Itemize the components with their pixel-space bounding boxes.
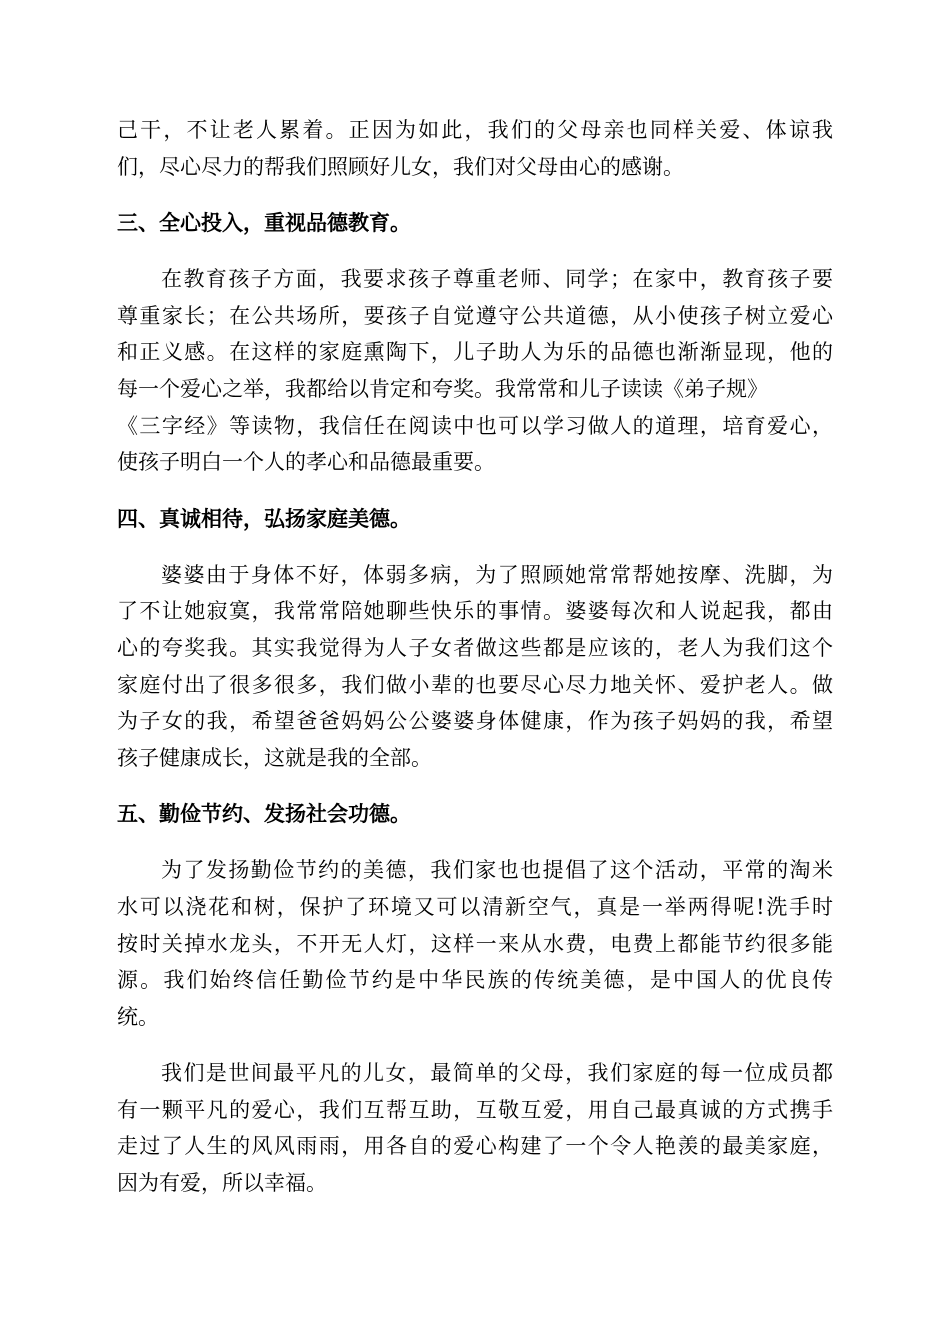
text-line: 水可以浇花和树，保护了环境又可以清新空气，真是一举两得呢!洗手时 [117, 894, 833, 919]
text-line: 按时关掉水龙头，不开无人灯，这样一来从水费，电费上都能节约很多能 [117, 931, 833, 956]
text-line: 己干，不让老人累着。正因为如此，我们的父母亲也同样关爱、体谅我 [117, 118, 833, 142]
text-line: 因为有爱，所以幸福。 [117, 1171, 327, 1196]
text-line: 心的夸奖我。其实我觉得为人子女者做这些都是应该的，老人为我们这个 [117, 635, 833, 660]
text-line: 有一颗平凡的爱心，我们互帮互助，互敬互爱，用自己最真诚的方式携手 [117, 1097, 833, 1122]
text-line: 为了发扬勤俭节约的美德，我们家也也提倡了这个活动，平常的淘米 [161, 858, 833, 883]
section-three [117, 205, 833, 481]
text-line: 每一个爱心之举，我都给以肯定和夸奖。我常常和儿子读读《弟子规》 [117, 376, 768, 401]
text-line: 我们是世间最平凡的儿女，最简单的父母，我们家庭的每一位成员都 [161, 1061, 833, 1086]
section-five [117, 796, 833, 1035]
closing-paragraph [117, 1055, 833, 1201]
text-line: 孩子健康成长，这就是我的全部。 [117, 745, 432, 770]
text-line: 尊重家长；在公共场所，要孩子自觉遵守公共道德，从小使孩子树立爱心 [117, 303, 833, 328]
text-line: 了不让她寂寞，我常常陪她聊些快乐的事情。婆婆每次和人说起我，都由 [117, 599, 833, 624]
section-heading: 四、真诚相待，弘扬家庭美德。 [117, 505, 411, 531]
text-line: 《三字经》等读物，我信任在阅读中也可以学习做人的道理，培育爱心， [117, 413, 833, 438]
text-line: 在教育孩子方面，我要求孩子尊重老师、同学；在家中，教育孩子要 [161, 267, 833, 292]
text-line: 统。 [117, 1004, 159, 1029]
text-line: 婆婆由于身体不好，体弱多病，为了照顾她常常帮她按摩、洗脚，为 [161, 562, 833, 587]
text-line: 家庭付出了很多很多，我们做小辈的也要尽心尽力地关怀、爱护老人。做 [117, 672, 833, 697]
section-heading: 三、全心投入，重视品德教育。 [117, 210, 411, 236]
text-line: 和正义感。在这样的家庭熏陶下，儿子助人为乐的品德也渐渐显现，他的 [117, 340, 833, 365]
text-line: 走过了人生的风风雨雨，用各自的爱心构建了一个令人艳羡的最美家庭， [117, 1134, 833, 1159]
text-line: 源。我们始终信任勤俭节约是中华民族的传统美德，是中国人的优良传 [117, 968, 833, 993]
document-body [117, 112, 833, 1202]
paragraph-gap [117, 1035, 833, 1055]
section-four [117, 501, 833, 777]
text-line: 为子女的我，希望爸爸妈妈公公婆婆身体健康，作为孩子妈妈的我，希望 [117, 709, 833, 734]
section-heading: 五、勤俭节约、发扬社会功德。 [117, 801, 411, 827]
text-line: 使孩子明白一个人的孝心和品德最重要。 [117, 450, 495, 475]
text-line: 们，尽心尽力的帮我们照顾好儿女，我们对父母由心的感谢。 [117, 154, 684, 179]
paragraph-continuation [117, 112, 833, 185]
